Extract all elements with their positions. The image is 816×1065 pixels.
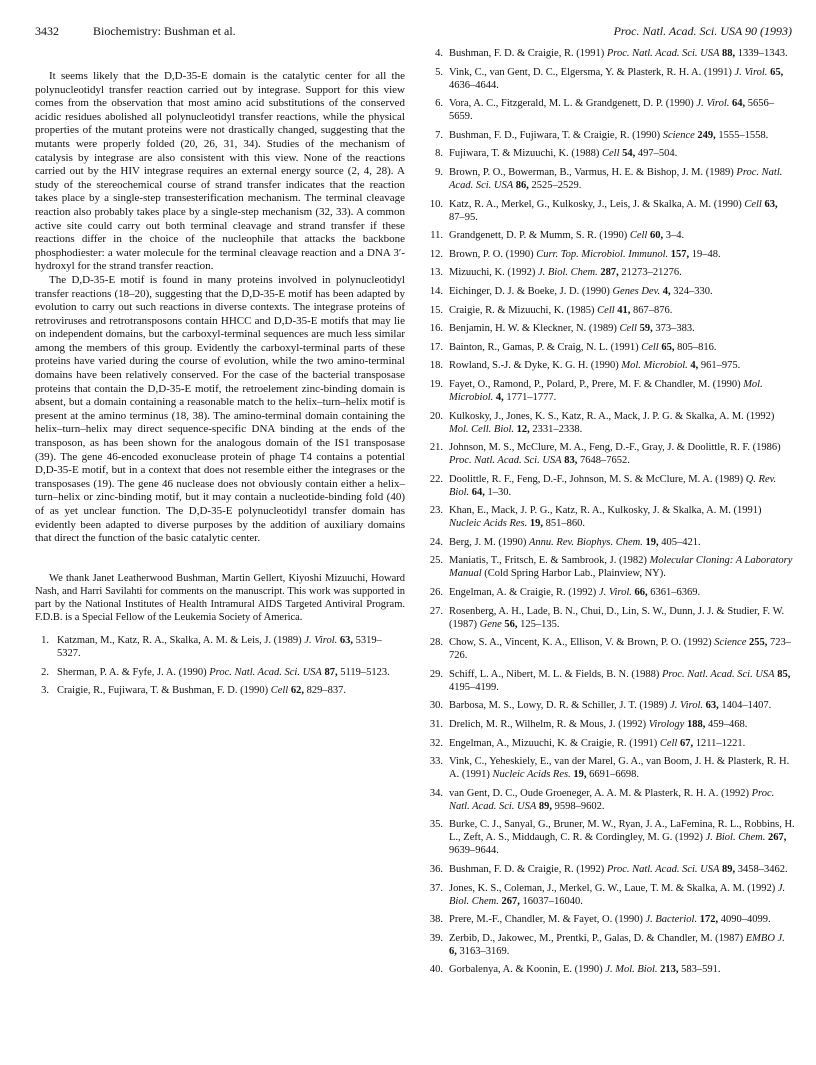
reference-journal: J. Virol. <box>670 700 703 712</box>
reference-journal: Virology <box>648 719 685 731</box>
reference-pages: 5656–5659. <box>449 98 774 123</box>
reference-pages: 324–330. <box>673 285 713 297</box>
reference-volume: 19, <box>529 518 543 530</box>
reference-journal: J. Virol. <box>304 635 338 647</box>
reference-journal: J. Bacteriol. <box>645 914 698 926</box>
page-header <box>0 0 816 48</box>
reference-volume: 89, <box>722 864 736 875</box>
reference-authors: Bushman, F. D. & Craigie, R. (1992) <box>449 864 605 875</box>
reference-number: 29. <box>429 668 443 680</box>
reference-pages: 867–876. <box>633 304 673 316</box>
reference-item <box>427 198 795 224</box>
reference-pages: 4195–4199. <box>449 681 499 693</box>
reference-pages: 723–726. <box>449 637 791 662</box>
acknowledgment: We thank Janet Leatherwood Bushman, Martin Gellert, Kiyoshi Mizuuchi, Howard Nash, and Harri Savilahti for comments on the manuscript. This work was supported in part by the National Institutes of Health Intramural AIDS Targeted Antiviral Program. F.D.B. is a Special Fellow of the Leukemia Society of America. <box>35 572 405 623</box>
reference-authors: Doolittle, R. F., Feng, D.-F., Johnson, M. S. & McClure, M. A. (1989) <box>449 473 744 485</box>
reference-volume: 63, <box>764 198 778 210</box>
reference-volume: 4, <box>662 285 671 297</box>
reference-pages: 1339–1343. <box>737 48 788 59</box>
reference-authors: Grandgenett, D. P. & Mumm, S. R. (1990) <box>449 230 628 242</box>
reference-pages: 16037–16040. <box>522 895 583 907</box>
reference-authors: Rosenberg, A. H., Lade, B. N., Chui, D., Lin, S. W., Dunn, J. J. & Studier, F. W. (1987) <box>449 605 785 630</box>
reference-number: 5. <box>435 66 443 78</box>
reference-volume: 62, <box>290 685 304 697</box>
right-column <box>427 47 795 982</box>
reference-item <box>427 97 795 123</box>
reference-authors: Rowland, S.-J. & Dyke, K. G. H. (1990) <box>449 360 619 372</box>
reference-number: 34. <box>429 787 443 799</box>
reference-authors: Brown, P. O. (1990) <box>449 248 534 260</box>
reference-journal: Proc. Natl. Acad. Sci. USA <box>449 787 775 812</box>
reference-volume: 65, <box>770 66 784 78</box>
reference-authors: Maniatis, T., Fritsch, E. & Sambrook, J. (1982) <box>449 555 647 567</box>
reference-journal: Proc. Natl. Acad. Sci. USA <box>449 166 783 191</box>
reference-number: 14. <box>429 285 443 297</box>
reference-item <box>427 605 795 631</box>
reference-pages: 1–30. <box>487 486 512 498</box>
reference-item <box>35 684 405 697</box>
reference-authors: Burke, C. J., Sanyal, G., Bruner, M. W., Ryan, J. A., LaFemina, R. L., Robbins, H. L., Zeft, A. S., Middaugh, C. R. & Cordingley, M. G. (1992) <box>449 819 795 844</box>
reference-journal: Cell <box>602 148 620 160</box>
reference-authors: Barbosa, M. S., Lowy, D. R. & Schiller, J. T. (1989) <box>449 700 668 712</box>
reference-authors: Craigie, R., Fujiwara, T. & Bushman, F. D. (1990) <box>57 685 269 697</box>
reference-number: 1. <box>41 635 49 647</box>
reference-item <box>427 755 795 781</box>
reference-volume: 287, <box>600 267 619 279</box>
reference-journal: Molecular Cloning: A Laboratory Manual <box>449 555 793 580</box>
reference-item <box>427 913 795 926</box>
reference-number: 32. <box>429 737 443 749</box>
reference-journal: Nucleic Acids Res. <box>492 769 571 781</box>
reference-pages: 2331–2338. <box>532 423 583 435</box>
reference-journal: Nucleic Acids Res. <box>449 518 528 530</box>
reference-pages: 2525–2529. <box>531 179 582 191</box>
reference-authors: Kulkosky, J., Jones, K. S., Katz, R. A., Mack, J. P. G. & Skalka, A. M. (1992) <box>449 410 775 422</box>
reference-list-right <box>427 47 795 976</box>
reference-authors: Chow, S. A., Vincent, K. A., Ellison, V. & Brown, P. O. (1992) <box>449 637 712 649</box>
reference-pages: 405–421. <box>661 536 701 548</box>
reference-pages: 7648–7652. <box>579 455 630 467</box>
reference-journal: Cell <box>619 323 637 335</box>
reference-authors: Berg, J. M. (1990) <box>449 536 527 548</box>
reference-volume: 267, <box>501 895 520 907</box>
reference-pages: 961–975. <box>700 360 741 372</box>
reference-volume: 188, <box>686 719 706 731</box>
reference-pages: 3458–3462. <box>737 864 788 875</box>
reference-item <box>427 737 795 750</box>
reference-volume: 65, <box>661 341 675 353</box>
reference-journal: Proc. Natl. Acad. Sci. USA <box>606 864 720 875</box>
reference-volume: 85, <box>777 668 791 680</box>
reference-volume: 172, <box>699 914 719 926</box>
reference-number: 2. <box>41 666 49 678</box>
reference-item <box>427 359 795 372</box>
reference-journal: Cell <box>270 685 289 697</box>
reference-journal: Cell <box>659 737 678 749</box>
reference-item <box>427 932 795 958</box>
reference-journal: Mol. Microbiol. <box>621 360 688 372</box>
reference-pages: 1211–1221. <box>695 737 746 749</box>
reference-authors: Fujiwara, T. & Mizuuchi, K. (1988) <box>449 148 600 160</box>
reference-number: 25. <box>429 555 443 567</box>
reference-authors: Bushman, F. D., Fujiwara, T. & Craigie, R. (1990) <box>449 129 661 141</box>
reference-number: 36. <box>429 864 443 875</box>
reference-pages: 851–860. <box>545 518 585 530</box>
reference-volume: 19, <box>573 769 587 781</box>
reference-pages: 5319–5327. <box>57 635 382 660</box>
reference-pages: 21273–21276. <box>621 267 682 279</box>
reference-journal: J. Biol. Chem. <box>449 882 786 907</box>
reference-number: 23. <box>429 505 443 517</box>
reference-item <box>35 634 405 660</box>
reference-journal: Science <box>662 129 695 141</box>
reference-item <box>427 129 795 142</box>
reference-pages: 497–504. <box>637 148 678 160</box>
reference-pages: 6361–6369. <box>650 587 701 599</box>
reference-volume: 4, <box>495 391 504 403</box>
reference-number: 15. <box>429 304 443 316</box>
reference-authors: Schiff, L. A., Nibert, M. L. & Fields, B. N. (1988) <box>449 668 660 680</box>
reference-journal: Proc. Natl. Acad. Sci. USA <box>606 48 720 59</box>
reference-pages: 9639–9644. <box>449 845 499 857</box>
reference-volume: 56, <box>504 618 518 630</box>
reference-authors: Jones, K. S., Coleman, J., Merkel, G. W., Laue, T. M. & Skalka, A. M. (1992) <box>449 882 776 894</box>
reference-volume: 41, <box>617 304 631 316</box>
reference-number: 11. <box>430 230 443 242</box>
reference-pages: 4090–4099. <box>720 914 771 926</box>
reference-volume: 267, <box>767 832 787 844</box>
reference-item <box>427 166 795 192</box>
reference-item <box>427 504 795 530</box>
reference-pages: 3–4. <box>665 230 685 242</box>
reference-number: 12. <box>429 248 443 260</box>
reference-item <box>427 554 795 580</box>
reference-number: 10. <box>429 198 443 210</box>
reference-item <box>427 266 795 279</box>
reference-item <box>427 586 795 599</box>
reference-authors: Engelman, A., Mizuuchi, K. & Craigie, R. (1991) <box>449 737 658 749</box>
reference-journal: Mol. Cell. Biol. <box>449 423 515 435</box>
reference-journal: Genes Dev. <box>612 285 661 297</box>
reference-authors: Vink, C., van Gent, D. C., Elgersma, Y. & Plasterk, R. H. A. (1991) <box>449 66 732 78</box>
reference-authors: Engelman, A. & Craigie, R. (1992) <box>449 587 597 599</box>
reference-volume: 255, <box>748 637 768 649</box>
reference-authors: Zerbib, D., Jakowec, M., Prentki, P., Galas, D. & Chandler, M. (1987) <box>449 932 744 944</box>
reference-number: 28. <box>429 637 443 649</box>
reference-item <box>427 699 795 712</box>
reference-item <box>427 304 795 317</box>
reference-list-left <box>35 634 405 697</box>
reference-number: 40. <box>429 964 443 976</box>
reference-journal: Proc. Natl. Acad. Sci. USA <box>662 668 775 680</box>
reference-authors: Katz, R. A., Merkel, G., Kulkosky, J., Leis, J. & Skalka, A. M. (1990) <box>449 198 742 210</box>
reference-pages: 583–591. <box>681 964 721 976</box>
journal-citation: Proc. Natl. Acad. Sci. USA 90 (1993) <box>613 24 792 38</box>
reference-pages: 4636–4644. <box>449 79 499 91</box>
reference-authors: Prere, M.-F., Chandler, M. & Fayet, O. (1990) <box>449 914 643 926</box>
reference-journal: J. Virol. <box>696 98 730 110</box>
reference-item <box>427 536 795 549</box>
reference-number: 21. <box>429 442 443 454</box>
reference-authors: van Gent, D. C., Oude Groeneger, A. A. M. & Plasterk, R. H. A. (1992) <box>449 787 749 799</box>
reference-journal: Cell <box>641 341 659 353</box>
reference-volume: 60, <box>649 230 664 242</box>
reference-number: 6. <box>435 98 443 110</box>
reference-item <box>427 963 795 976</box>
reference-pages: 5119–5123. <box>340 666 390 678</box>
reference-authors: Drelich, M. R., Wilhelm, R. & Mous, J. (1992) <box>449 719 647 731</box>
reference-volume: 54, <box>622 148 636 160</box>
reference-number: 19. <box>429 378 443 390</box>
reference-volume: 86, <box>515 179 529 191</box>
reference-number: 26. <box>429 587 443 599</box>
reference-volume: 59, <box>639 323 653 335</box>
reference-number: 39. <box>429 932 443 944</box>
reference-authors: Bainton, R., Gamas, P. & Craig, N. L. (1991) <box>449 341 639 353</box>
reference-volume: 63, <box>339 635 354 647</box>
reference-number: 20. <box>429 410 443 422</box>
reference-volume: 213, <box>660 964 679 976</box>
reference-item <box>427 229 795 242</box>
reference-pages: 829–837. <box>306 685 346 697</box>
reference-pages: 1404–1407. <box>721 700 772 712</box>
reference-pages: 6691–6698. <box>589 769 639 781</box>
reference-journal: Cell <box>597 304 615 316</box>
reference-item <box>427 863 795 876</box>
reference-journal: Science <box>714 637 747 649</box>
reference-journal: J. Virol. <box>734 66 768 78</box>
reference-volume: 64, <box>471 486 485 498</box>
reference-volume: 89, <box>538 800 553 812</box>
reference-number: 17. <box>429 341 443 353</box>
reference-pages: 459–468. <box>707 719 748 731</box>
reference-item <box>427 322 795 335</box>
reference-volume: 63, <box>705 700 719 712</box>
reference-number: 7. <box>435 129 443 141</box>
reference-number: 3. <box>41 685 49 697</box>
reference-authors: Fayet, O., Ramond, P., Polard, P., Prere, M. F. & Chandler, M. (1990) <box>449 378 741 390</box>
reference-item <box>427 636 795 662</box>
reference-journal: Annu. Rev. Biophys. Chem. <box>529 536 643 548</box>
body-paragraph-2: The D,D-35-E motif is found in many proteins involved in polynucleotidyl transfer reactions (18–20), suggesting that the D,D-35-E motif has been adapted by evolution to carry out such reactions in diverse contexts. The integrase proteins of retroviruses and retrotransposons contain HHCC and D,D-35-E motifs that may lie on independent domains, but the carboxyl-terminal sequences are much less similar among the members of this group. Evidently the carboxyl-terminal parts of these proteins have varied during the course of evolution, while the two amino-terminal domains have been relatively conserved. For the case of the bacterial transposase proteins that contain the D,D-35-E motif, the retroelement zinc-binding domain is absent, but a domain containing a reasonable match to the helix–turn–helix motif is present at the amino terminus (18, 38). The amino-terminal domain containing the helix–turn–helix may direct sequence-specific DNA binding at the ends of the transposon, as has been shown for the analogous domain of the IS1 transposase (39). The gene 46-encoded exonuclease protein of phage T4 contains a potential D,D-35-E motif, but in a context that does not resemble either the integrases or the transposases (19). The gene 46 nuclease does not obviously contain either a helix–turn–helix or zinc-binding motif, but it may contain a nucleotide-binding fold (40) of as yet unclear function. The D,D-35-E polynucleotidyl transfer domain has evidently been adapted to diverse purposes by the addition of auxiliary domains that direct the function of the basic catalytic center. <box>35 273 405 545</box>
reference-item <box>427 285 795 298</box>
reference-item <box>427 378 795 404</box>
reference-number: 4. <box>435 48 443 59</box>
reference-number: 38. <box>429 914 443 926</box>
reference-authors: Vora, A. C., Fitzgerald, M. L. & Grandgenett, D. P. (1990) <box>449 98 694 110</box>
reference-number: 22. <box>429 473 443 485</box>
reference-number: 35. <box>429 819 443 831</box>
reference-volume: 67, <box>679 737 694 749</box>
reference-journal: J. Mol. Biol. <box>605 964 658 976</box>
reference-item <box>427 248 795 261</box>
reference-pages: 19–48. <box>691 248 721 260</box>
reference-authors: Eichinger, D. J. & Boeke, J. D. (1990) <box>449 285 610 297</box>
reference-journal: Gene <box>479 618 502 630</box>
reference-volume: 19, <box>645 536 659 548</box>
reference-journal: J. Virol. <box>598 587 632 599</box>
reference-volume: 249, <box>697 129 716 141</box>
page-number: 3432 <box>35 24 59 38</box>
reference-item <box>427 441 795 467</box>
reference-journal: J. Biol. Chem. <box>537 267 598 279</box>
reference-authors: Brown, P. O., Bowerman, B., Varmus, H. E. & Bishop, J. M. (1989) <box>449 166 734 178</box>
reference-pages: (Cold Spring Harbor Lab., Plainview, NY). <box>484 568 666 580</box>
reference-authors: Khan, E., Mack, J. P. G., Katz, R. A., Kulkosky, J. & Skalka, A. M. (1991) <box>449 505 762 517</box>
reference-item <box>427 818 795 857</box>
reference-number: 33. <box>429 756 443 768</box>
reference-authors: Benjamin, H. W. & Kleckner, N. (1989) <box>449 323 617 335</box>
body-paragraph-1: It seems likely that the D,D-35-E domain is the catalytic center for all the polynucleotidyl transfer reaction carried out by integrase. Support for this view comes from the observation that most amino acid substitutions of the conserved acidic residues abolished all polynucleotidyl transfer reactions, while the physical properties of the mutant proteins were not drastically changed, suggesting that the mutants were properly folded (20, 26, 31, 34). Studies of the mechanism of catalysis by integrase are also consistent with this view. None of the reactions carried out by the HIV integrase requires an external energy source (2, 4, 28). A study of the stereochemical course of strand transfer indicates that the reaction takes place by a single-step transesterification mechanism. The terminal cleavage reaction also probably takes place by a single-step mechanism (32, 33). A common active site could carry out both terminal cleavage and strand transfer if these reactions differ in the choice of the nucleophile that attacks the backbone phosphodiester: a water molecule for the terminal cleavage reaction and a DNA 3′-hydroxyl for the strand transfer reaction. <box>35 70 405 273</box>
reference-volume: 157, <box>670 248 690 260</box>
reference-item <box>427 882 795 908</box>
reference-journal: Curr. Top. Microbiol. Immunol. <box>536 248 669 260</box>
reference-volume: 66, <box>634 587 648 599</box>
reference-volume: 12, <box>516 423 530 435</box>
reference-authors: Katzman, M., Katz, R. A., Skalka, A. M. & Leis, J. (1989) <box>57 635 302 647</box>
reference-journal: Cell <box>629 230 648 242</box>
reference-volume: 4, <box>690 360 699 372</box>
reference-number: 30. <box>429 700 443 712</box>
reference-authors: Bushman, F. D. & Craigie, R. (1991) <box>449 48 605 59</box>
reference-pages: 87–95. <box>449 211 478 223</box>
reference-journal: Proc. Natl. Acad. Sci. USA <box>209 666 322 678</box>
reference-journal: EMBO J. <box>745 932 785 944</box>
reference-volume: 6, <box>449 945 457 957</box>
reference-item <box>427 718 795 731</box>
reference-item <box>427 47 795 60</box>
reference-number: 31. <box>429 719 443 731</box>
reference-item <box>427 668 795 694</box>
reference-journal: J. Biol. Chem. <box>705 832 766 844</box>
reference-pages: 805–816. <box>677 341 717 353</box>
reference-authors: Mizuuchi, K. (1992) <box>449 267 536 279</box>
reference-journal: Cell <box>744 198 762 210</box>
reference-authors: Craigie, R. & Mizuuchi, K. (1985) <box>449 304 595 316</box>
reference-number: 9. <box>435 166 443 178</box>
reference-item <box>427 66 795 92</box>
reference-number: 18. <box>429 360 443 372</box>
left-column <box>35 70 405 703</box>
reference-authors: Gorbalenya, A. & Koonin, E. (1990) <box>449 964 603 976</box>
running-head: Biochemistry: Bushman et al. <box>93 24 236 38</box>
reference-pages: 1555–1558. <box>718 129 769 141</box>
reference-number: 16. <box>429 323 443 335</box>
reference-number: 37. <box>429 882 443 894</box>
reference-number: 13. <box>429 267 443 279</box>
reference-pages: 125–135. <box>520 618 560 630</box>
reference-authors: Johnson, M. S., McClure, M. A., Feng, D.-F., Gray, J. & Doolittle, R. F. (1986) <box>449 442 781 454</box>
reference-authors: Vink, C., Yeheskiely, E., van der Marel, G. A., van Boom, J. H. & Plasterk, R. H. A. (1991) <box>449 756 790 781</box>
reference-volume: 83, <box>564 455 578 467</box>
reference-item <box>427 341 795 354</box>
reference-pages: 373–383. <box>655 323 695 335</box>
reference-pages: 1771–1777. <box>506 391 557 403</box>
reference-authors: Sherman, P. A. & Fyfe, J. A. (1990) <box>57 666 207 678</box>
reference-number: 8. <box>435 148 443 160</box>
reference-number: 24. <box>429 536 443 548</box>
reference-pages: 9598–9602. <box>554 800 605 812</box>
reference-journal: Mol. Microbiol. <box>449 378 763 403</box>
reference-item <box>35 666 405 679</box>
reference-volume: 88, <box>722 48 736 59</box>
reference-volume: 87, <box>324 666 338 678</box>
reference-pages: 3163–3169. <box>459 945 510 957</box>
reference-item <box>427 410 795 436</box>
reference-journal: Proc. Natl. Acad. Sci. USA <box>449 455 562 467</box>
reference-item <box>427 147 795 160</box>
reference-journal: Q. Rev. Biol. <box>449 473 777 498</box>
reference-item <box>427 473 795 499</box>
reference-item <box>427 787 795 813</box>
reference-volume: 64, <box>731 98 746 110</box>
reference-number: 27. <box>429 605 443 617</box>
